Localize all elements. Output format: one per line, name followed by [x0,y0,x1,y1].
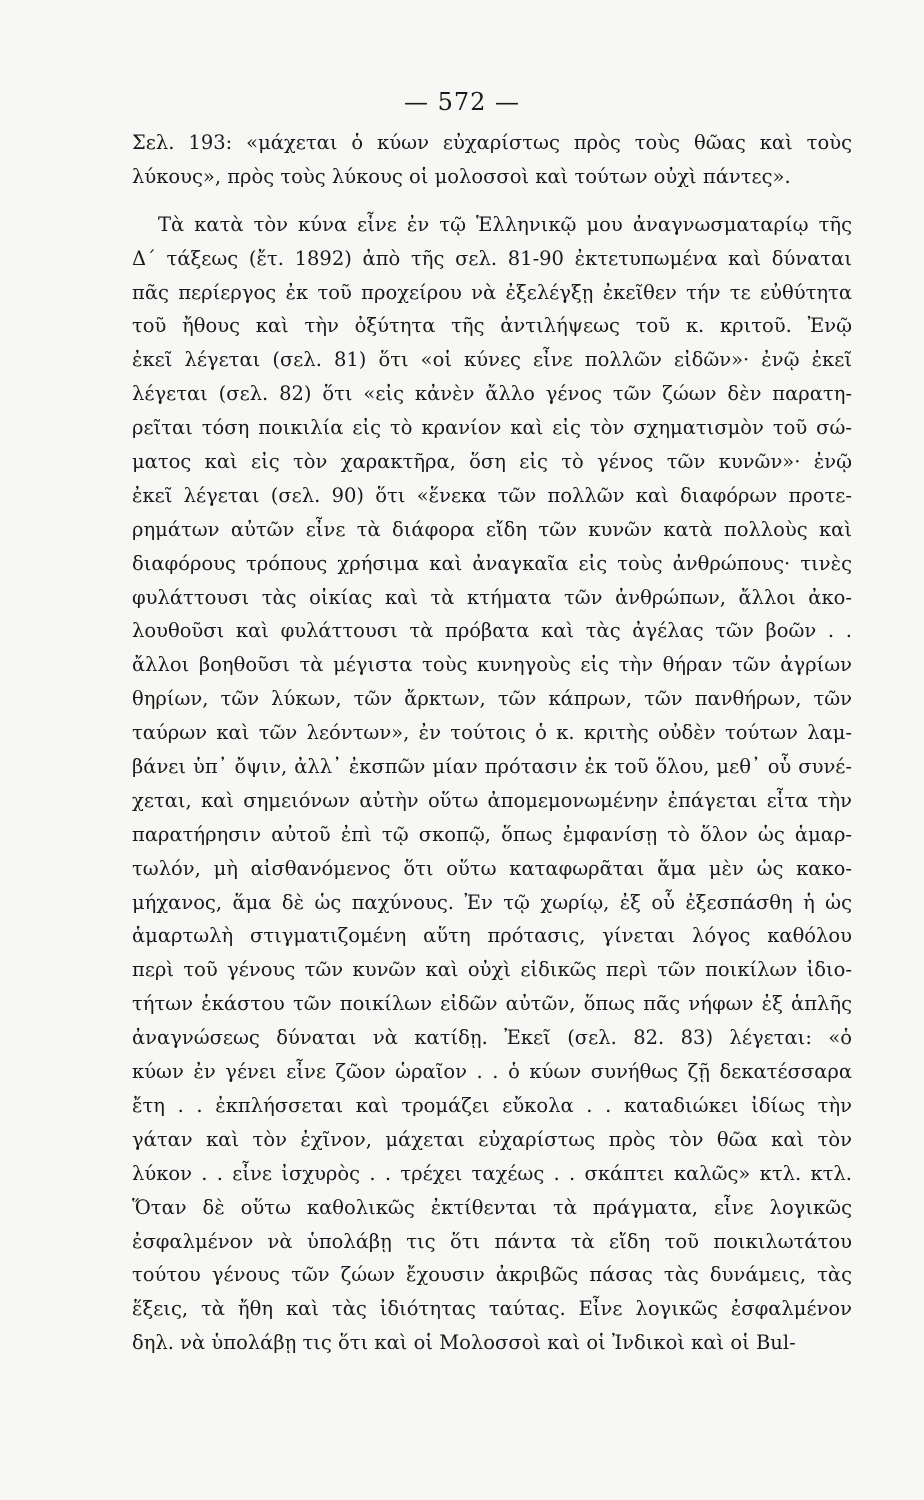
text-line: δηλ. νὰ ὑπολάβῃ τις ὅτι καὶ οἱ Μολοσσοὶ καὶ οἱ Ἰνδικοὶ καὶ οἱ Bul- [132,1331,796,1355]
text-line: λύκον . . εἶνε ἰσχυρὸς . . τρέχει ταχέως . . σκάπτει καλῶς» κτλ. κτλ. [132,1161,852,1185]
text-line: τοῦ ἤθους καὶ τὴν ὀξύτητα τῆς ἀντιλήψεως τοῦ κ. κριτοῦ. Ἐνῷ [132,314,852,338]
text-line: τούτου γένους τῶν ζώων ἔχουσιν ἀκριβῶς πάσας τὰς δυνάμεις, τὰς [132,1263,852,1287]
text-line: περὶ τοῦ γένους τῶν κυνῶν καὶ οὐχὶ εἰδικῶς περὶ τῶν ποικίλων ἰδιο- [132,958,852,982]
text-line: ἔτη . . ἐκπλήσσεται καὶ τρομάζει εὔκολα . . καταδιώκει ἰδίως τὴν [132,1093,852,1117]
text-line: ἐκεῖ λέγεται (σελ. 81) ὅτι «οἱ κύνες εἶνε πολλῶν εἰδῶν»· ἐνῷ ἐκεῖ [132,348,852,372]
text-line: λουθοῦσι καὶ φυλάττουσι τὰ πρόβατα καὶ τὰς ἀγέλας τῶν βοῶν . . [132,619,852,643]
text-line: θηρίων, τῶν λύκων, τῶν ἄρκτων, τῶν κάπρων, τῶν πανθήρων, τῶν [132,687,852,711]
text-line: φυλάττουσι τὰς οἰκίας καὶ τὰ κτήματα τῶν ἀνθρώπων, ἄλλοι ἀκο- [132,585,852,609]
text-line: διαφόρους τρόπους χρήσιμα καὶ ἀναγκαῖα εἰς τοὺς ἀνθρώπους· τινὲς [132,551,852,575]
text-line: ἁμαρτωλὴ στιγματιζομένη αὕτη πρότασις, γίνεται λόγος καθόλου [132,924,852,948]
text-line: λέγεται (σελ. 82) ὅτι «εἰς κἀνὲν ἄλλο γένος τῶν ζώων δὲν παρατη- [132,382,852,406]
text-line: κύων ἐν γένει εἶνε ζῶον ὡραῖον . . ὁ κύων συνήθως ζῇ δεκατέσσαρα [132,1060,852,1084]
text-line: λύκους», πρὸς τοὺς λύκους οἱ μολοσσοὶ καὶ τούτων οὐχὶ πάντες». [132,164,791,188]
text-line: χεται, καὶ σημειόνων αὐτὴν οὕτω ἀπομεμονωμένην ἐπάγεται εἶτα τὴν [132,788,852,812]
text-line: ρημάτων αὐτῶν εἶνε τὰ διάφορα εἴδη τῶν κυνῶν κατὰ πολλοὺς καὶ [132,517,852,541]
text-line: ταύρων καὶ τῶν λεόντων», ἐν τούτοις ὁ κ. κριτὴς οὐδὲν τούτων λαμ- [132,721,852,745]
paragraph-gap [132,194,852,208]
text-line: Σελ. 193: «μάχεται ὁ κύων εὐχαρίστως πρὸς τοὺς θῶας καὶ τοὺς [132,131,852,154]
text-line: Ὅταν δὲ οὕτω καθολικῶς ἐκτίθενται τὰ πράγματα, εἶνε λογικῶς [132,1195,852,1219]
text-line: τήτων ἑκάστου τῶν ποικίλων εἰδῶν αὐτῶν, ὅπως πᾶς νήφων ἐξ ἁπλῆς [132,992,852,1016]
text-line: γάταν καὶ τὸν ἐχῖνον, μάχεται εὐχαρίστως πρὸς τὸν θῶα καὶ τὸν [132,1127,852,1151]
text-line: παρατήρησιν αὐτοῦ ἐπὶ τῷ σκοπῷ, ὅπως ἐμφανίσῃ τὸ ὅλον ὡς ἁμαρ- [132,822,852,846]
page-number: — 572 — [403,88,521,116]
text-line: Τὰ κατὰ τὸν κύνα εἶνε ἐν τῷ Ἑλληνικῷ μου ἀναγνωσματαρίῳ τῆς [158,212,852,236]
body-text [132,126,852,1360]
text-line: ἐσφαλμένον νὰ ὑπολάβῃ τις ὅτι πάντα τὰ εἴδη τοῦ ποικιλωτάτου [132,1229,852,1253]
text-line: ρεῖται τόση ποικιλία εἰς τὸ κρανίον καὶ εἰς τὸν σχηματισμὸν τοῦ σώ- [132,416,852,440]
text-line: ἐκεῖ λέγεται (σελ. 90) ὅτι «ἕνεκα τῶν πολλῶν καὶ διαφόρων προτε- [132,483,852,507]
text-line: ἕξεις, τὰ ἤθη καὶ τὰς ἰδιότητας ταύτας. Εἶνε λογικῶς ἐσφαλμένον [132,1297,852,1321]
text-line: μήχανος, ἅμα δὲ ὡς παχύνους. Ἐν τῷ χωρίῳ, ἐξ οὗ ἐξεσπάσθη ἡ ὡς [132,890,852,914]
text-line: ἀναγνώσεως δύναται νὰ κατίδῃ. Ἐκεῖ (σελ. 82. 83) λέγεται: «ὁ [132,1026,852,1050]
text-line: ματος καὶ εἰς τὸν χαρακτῆρα, ὅση εἰς τὸ γένος τῶν κυνῶν»· ἐνῷ [132,450,852,474]
text-line: Δ΄ τάξεως (ἔτ. 1892) ἀπὸ τῆς σελ. 81-90 ἐκτετυπωμένα καὶ δύναται [132,246,852,270]
text-line: ἄλλοι βοηθοῦσι τὰ μέγιστα τοὺς κυνηγοὺς εἰς τὴν θήραν τῶν ἀγρίων [132,653,852,677]
text-line: τωλόν, μὴ αἰσθανόμενος ὅτι οὕτω καταφωρᾶται ἅμα μὲν ὡς κακο- [132,856,852,880]
text-line: βάνει ὑπ᾽ ὄψιν, ἀλλ᾽ ἐκσπῶν μίαν πρότασιν ἐκ τοῦ ὅλου, μεθ᾽ οὗ συνέ- [132,755,852,779]
text-line: πᾶς περίεργος ἐκ τοῦ προχείρου νὰ ἐξελέγξῃ ἐκεῖθεν τήν τε εὐθύτητα [132,280,852,304]
